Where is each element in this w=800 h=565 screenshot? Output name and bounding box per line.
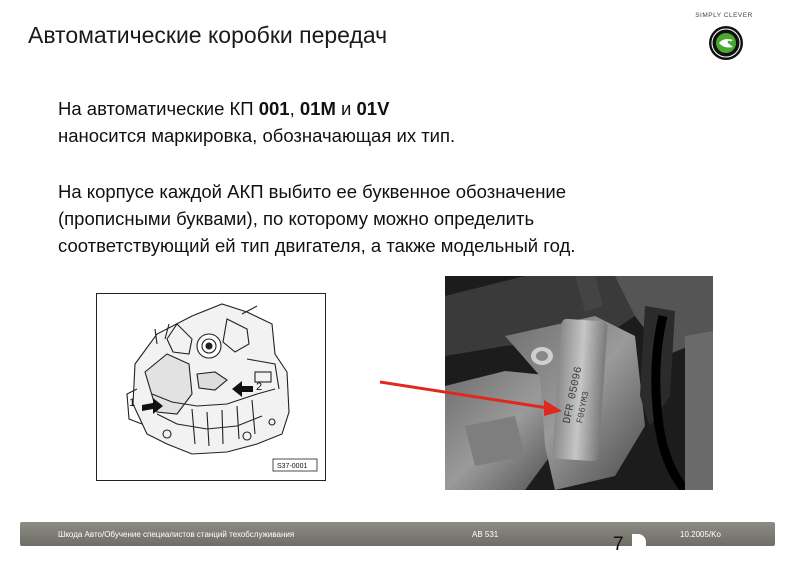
stamp-date-code: 05096 (566, 365, 586, 401)
brand-slogan: SIMPLY CLEVER (695, 12, 753, 19)
description-line-2: (прописными буквами), по которому можно определить (58, 208, 535, 229)
stamp-engine-letters: DFR (561, 403, 578, 425)
gearbox-diagram (96, 293, 326, 481)
slide-title: Автоматические коробки передач (28, 22, 388, 48)
brand-logo-block (688, 12, 760, 64)
description-paragraph (58, 178, 575, 259)
footer-center-text: AB 531 (472, 530, 499, 539)
gearbox-drawing (97, 294, 325, 480)
description-line-1: На корпусе каждой АКП выбито ее буквенное обозначение (58, 181, 567, 202)
intro-prefix: На автоматические КП (58, 98, 259, 119)
red-pointer-arrow-icon (378, 378, 568, 418)
footer-right-text: 10.2005/Ko (680, 530, 721, 539)
intro-line-2: наносится маркировка, обозначающая их тип. (58, 125, 456, 146)
skoda-logo-icon (708, 25, 744, 61)
intro-line-1 (58, 95, 455, 122)
figure-code: S37-0001 (277, 463, 308, 470)
gearbox-code-001: 001 (258, 98, 290, 119)
footer-left-text: Шкода Авто/Обучение специалистов станций техобслуживания (58, 530, 295, 539)
page-curl-decoration (632, 534, 646, 558)
callout-2: 2 (256, 381, 263, 393)
gearbox-code-01v: 01V (356, 98, 390, 119)
callout-1: 1 (129, 397, 136, 409)
intro-paragraph (58, 95, 455, 149)
stamp-type-code: F06YM3 (574, 390, 592, 425)
page-number: 7 (613, 534, 624, 555)
separator: , (289, 98, 300, 119)
separator: и (335, 98, 357, 119)
description-line-3: соответствующий ей тип двигателя, а также модельный год. (58, 235, 576, 256)
footer-bar (20, 522, 775, 546)
gearbox-code-01m: 01M (299, 98, 336, 119)
